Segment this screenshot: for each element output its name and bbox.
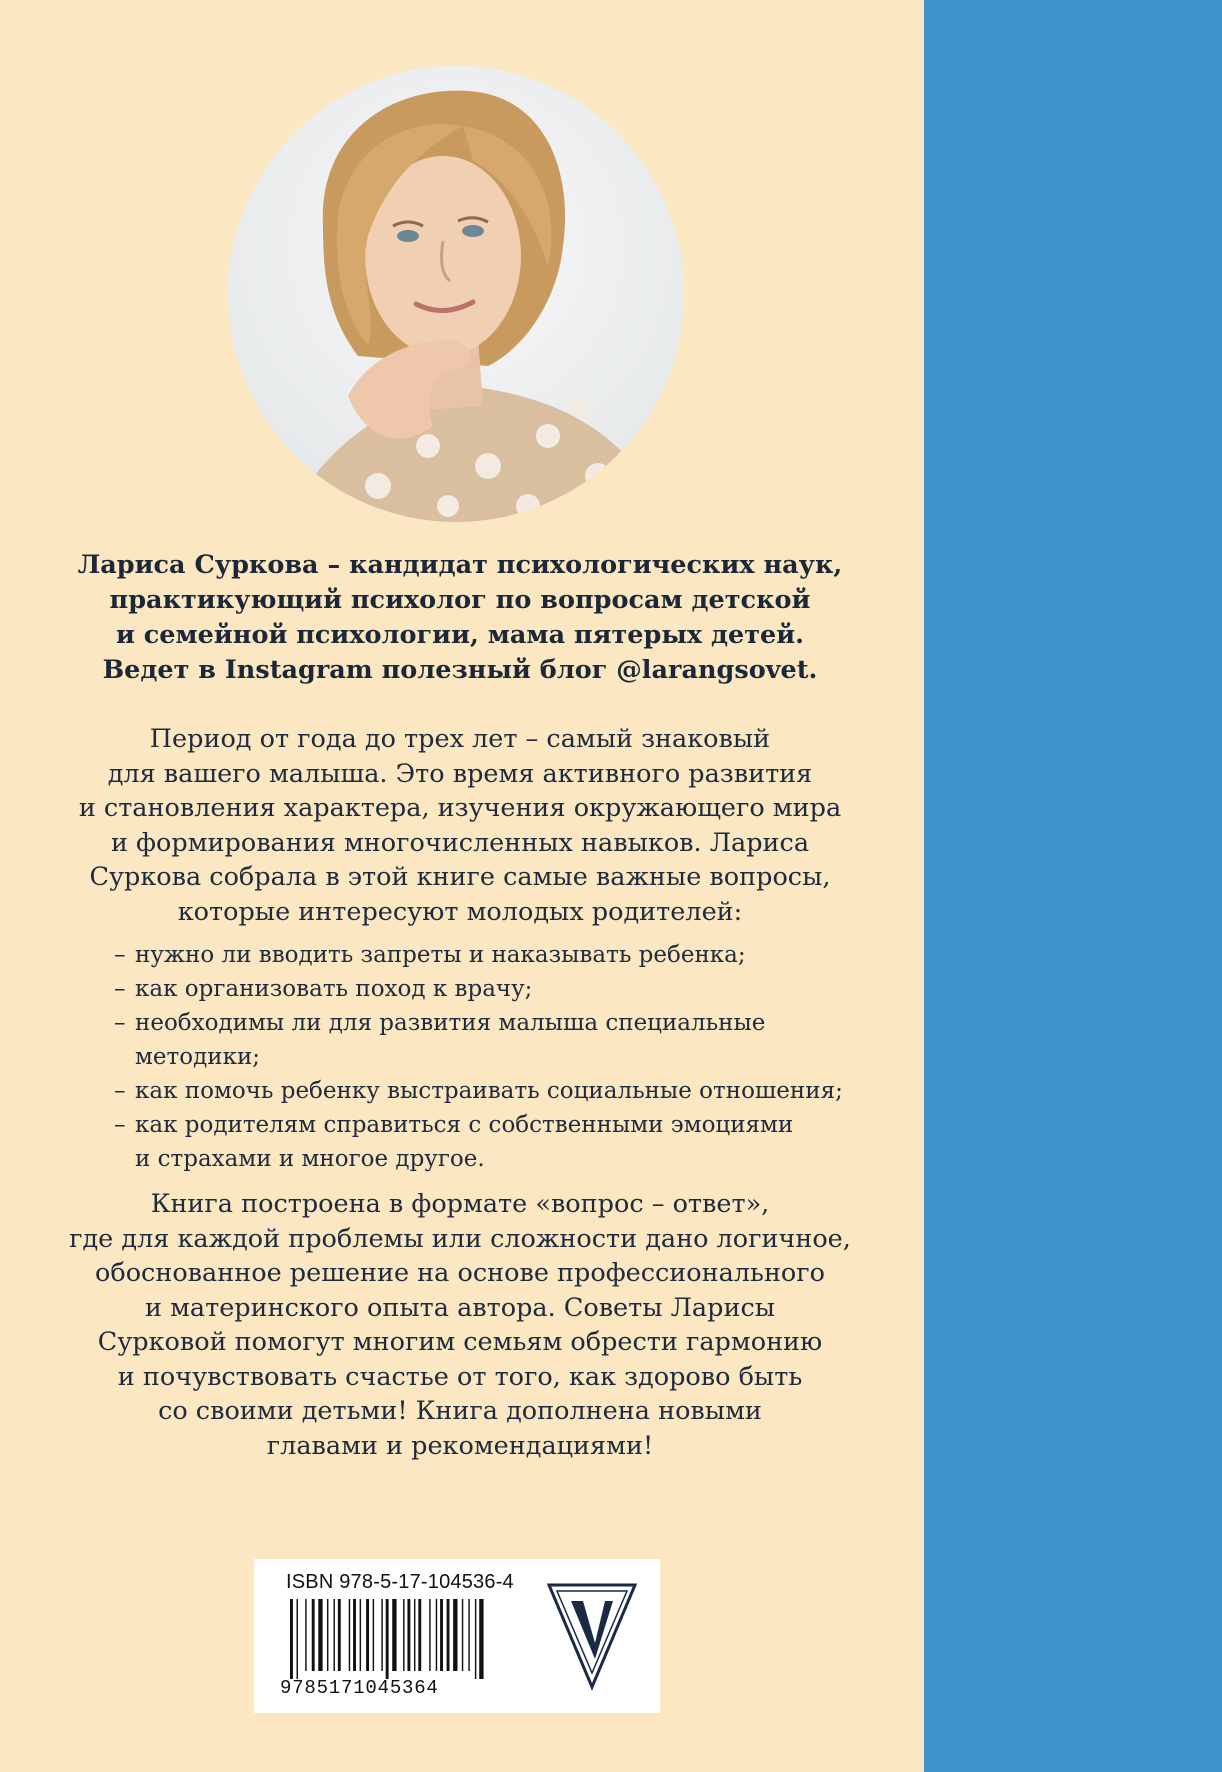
barcode-bar [407,1599,410,1671]
barcode-bar [305,1599,306,1671]
barcode-bar [468,1599,469,1671]
barcode-bar [386,1599,389,1679]
outro-line: главами и рекомендациями! [266,1430,654,1461]
list-item-text: нужно ли вводить запреты и наказывать ребенка; [135,942,746,968]
list-item-text: и страхами и многое другое. [135,1146,485,1172]
author-portrait [228,66,684,522]
list-item [114,1074,884,1108]
intro-line: и формирования многочисленных навыков. Лариса [110,827,810,858]
barcode-bar [392,1599,396,1671]
intro-paragraph [40,722,880,929]
intro-line: и становления характера, изучения окружающего мира [78,793,842,823]
barcode-bar [349,1599,350,1671]
spine-stripe [924,0,1222,1772]
list-dash: – [114,1078,126,1104]
outro-line: где для каждой проблемы или сложности дано логичное, [69,1223,851,1254]
barcode-bar [414,1599,415,1671]
barcode-bar [360,1599,361,1671]
barcode-icon [290,1599,520,1679]
list-item-text: как родителям справиться с собственными эмоциями [135,1112,794,1138]
bio-line: и семейной психологии, мама пятерых детей. [115,620,805,650]
barcode-bar [418,1599,421,1671]
barcode-bar [453,1599,457,1671]
barcode-bar [353,1599,356,1671]
barcode-bar [290,1599,293,1679]
outro-paragraph [40,1187,880,1463]
list-dash: – [114,942,126,968]
list-dash: – [114,1010,126,1036]
isbn-number: ISBN 978-5-17-104536-4 [286,1571,514,1593]
barcode-bar [440,1599,443,1671]
barcode-bar [334,1599,335,1671]
barcode-bar [327,1599,328,1671]
intro-line: которые интересуют молодых родителей: [177,896,743,927]
intro-line: для вашего малыша. Это время активного развития [107,758,813,789]
barcode-bar [403,1599,404,1671]
barcode-bar [436,1599,437,1671]
outro-line: и материнского опыта автора. Советы Ларисы [144,1292,776,1323]
author-bio [40,548,880,688]
outro-line: и почувствовать счастье от того, как здорово быть [117,1361,803,1392]
barcode-bar [366,1599,369,1671]
barcode-digits: 9785171045364 [280,1677,439,1699]
list-item-text: как помочь ребенку выстраивать социальные отношения; [135,1078,843,1104]
barcode-bar [479,1599,483,1679]
barcode-bar [429,1599,430,1671]
intro-line: Период от года до трех лет – самый знаковый [149,724,771,754]
barcode-bar [312,1599,315,1671]
list-dash: – [114,1112,126,1138]
barcode-bar [373,1599,374,1671]
outro-line: Сурковой помогут многим семьям обрести гармонию [97,1327,823,1357]
list-item [114,1108,884,1176]
list-item-text: необходимы ли для развития малыша специальные [135,1010,766,1036]
list-item-text: как организовать поход к врачу; [135,976,533,1002]
author-portrait-icon [228,66,684,522]
bio-line: Лариса Суркова – кандидат психологических наук, [77,550,843,580]
intro-line: Суркова собрала в этой книге самые важные вопросы, [89,862,831,892]
bio-line: практикующий психолог по вопросам детской [109,585,811,615]
barcode-bar [318,1599,322,1671]
list-item-text: методики; [135,1044,261,1070]
barcode-bar [381,1599,382,1671]
question-list [114,938,884,1176]
barcode-bar [297,1599,298,1679]
outro-line: со своими детьми! Книга дополнена новыми [158,1396,762,1426]
list-item [114,938,884,972]
barcode-bar [447,1599,450,1671]
barcode-bar [462,1599,463,1671]
bio-line: Ведет в Instagram полезный блог @larangsovet. [102,655,818,685]
barcode-bar [475,1599,476,1679]
scalloped-edge [915,0,933,1772]
outro-line: обоснованное решение на основе профессионального [95,1258,825,1288]
outro-line: Книга построена в формате «вопрос – ответ», [150,1189,770,1219]
publisher-v-logo-icon [547,1581,637,1691]
list-item [114,972,884,1006]
barcode-panel [254,1559,660,1713]
barcode-bar [338,1599,341,1671]
list-dash: – [114,976,126,1002]
list-item [114,1006,884,1074]
